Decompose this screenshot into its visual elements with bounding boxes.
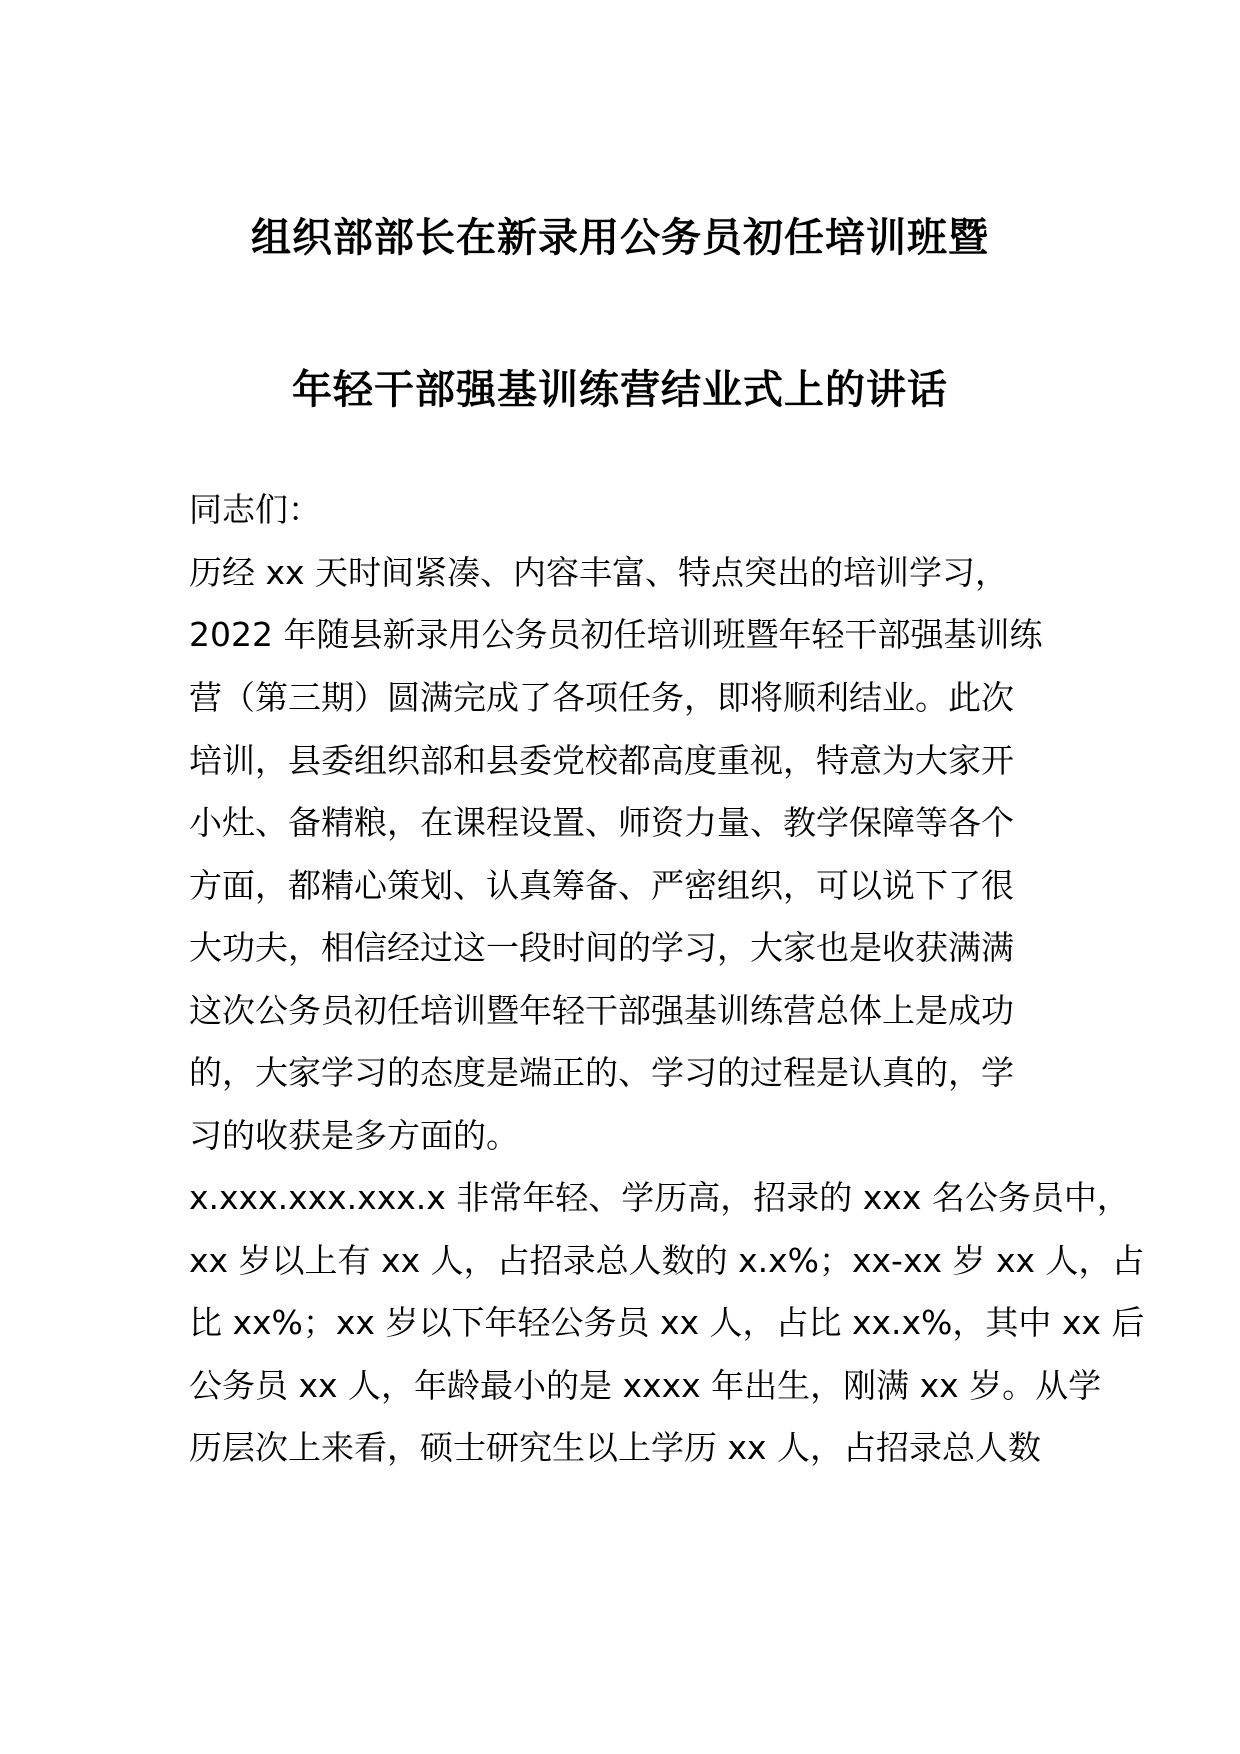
document-title-line-1: 组织部部长在新录用公务员初任培训班暨 bbox=[251, 215, 989, 261]
body-line: 营（第三期）圆满完成了各项任务，即将顺利结业。此次 bbox=[189, 678, 1014, 717]
body-line: 习的收获是多方面的。 bbox=[189, 1116, 519, 1155]
body-line: xx 岁以上有 xx 人，占招录总人数的 x.x%；xx-xx 岁 xx 人，占 bbox=[189, 1241, 1145, 1280]
body-line: 比 xx%；xx 岁以下年轻公务员 xx 人，占比 xx.x%，其中 xx 后 bbox=[189, 1303, 1145, 1342]
document-title-line-2: 年轻干部强基训练营结业式上的讲话 bbox=[292, 367, 948, 413]
body-line: 大功夫，相信经过这一段时间的学习，大家也是收获满满 bbox=[189, 928, 1014, 967]
body-line: 历层次上来看，硕士研究生以上学历 xx 人，占招录总人数 bbox=[189, 1428, 1042, 1467]
body-line: 小灶、备精粮，在课程设置、师资力量、教学保障等各个 bbox=[189, 803, 1014, 842]
body-line: 历经 xx 天时间紧凑、内容丰富、特点突出的培训学习， bbox=[189, 553, 1009, 592]
body-line: 公务员 xx 人，年龄最小的是 xxxx 年出生，刚满 xx 岁。从学 bbox=[189, 1366, 1102, 1405]
body-line: 2022 年随县新录用公务员初任培训班暨年轻干部强基训练 bbox=[189, 615, 1043, 654]
body-line: 培训，县委组织部和县委党校都高度重视，特意为大家开 bbox=[189, 741, 1014, 780]
body-line: 这次公务员初任培训暨年轻干部强基训练营总体上是成功 bbox=[189, 991, 1014, 1030]
salutation: 同志们： bbox=[189, 490, 321, 529]
body-line: x.xxx.xxx.xxx.x 非常年轻、学历高，招录的 xxx 名公务员中， bbox=[189, 1178, 1130, 1217]
body-line: 方面，都精心策划、认真筹备、严密组织，可以说下了很 bbox=[189, 866, 1014, 905]
body-line: 的，大家学习的态度是端正的、学习的过程是认真的，学 bbox=[189, 1053, 1014, 1092]
